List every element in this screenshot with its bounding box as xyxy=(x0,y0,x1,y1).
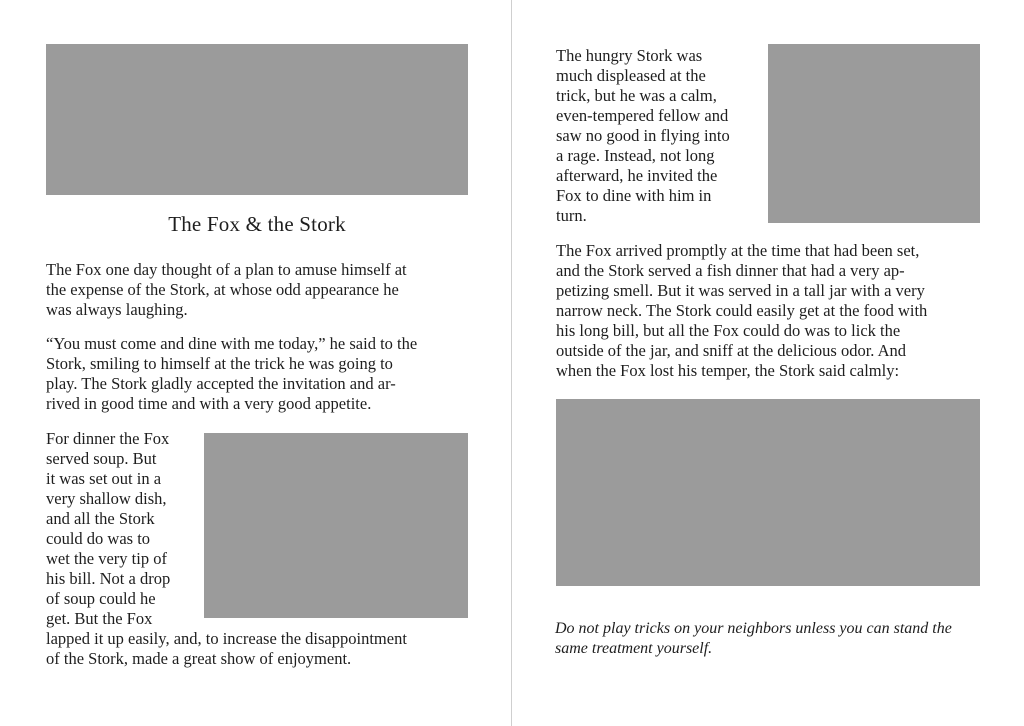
text-line: trick, but he was a calm, xyxy=(556,86,717,105)
left-paragraph-1 xyxy=(46,260,468,320)
text-line: petizing smell. But it was served in a tall jar with a very xyxy=(556,281,925,300)
text-line: wet the very tip of xyxy=(46,549,167,568)
left-paragraph-3 xyxy=(46,429,486,669)
text-line: when the Fox lost his temper, the Stork said calmly: xyxy=(556,361,900,380)
page-spine-divider xyxy=(511,0,512,726)
text-line: lapped it up easily, and, to increase the disappointment xyxy=(46,629,407,648)
text-line: Fox to dine with him in xyxy=(556,186,712,205)
text-line: served soup. But xyxy=(46,449,157,468)
text-line: it was set out in a xyxy=(46,469,162,488)
text-line: play. The Stork gladly accepted the invitation and ar- xyxy=(46,374,396,393)
story-title: The Fox & the Stork xyxy=(168,212,346,236)
illustration-placeholder-top-right xyxy=(768,44,980,223)
text-line: “You must come and dine with me today,” he said to the xyxy=(46,334,418,353)
illustration-placeholder-bottom-right xyxy=(556,399,980,586)
moral-of-the-story xyxy=(555,619,985,659)
text-line: his long bill, but all the Fox could do was to lick the xyxy=(556,321,901,340)
text-line: could do was to xyxy=(46,529,151,548)
text-line: Do not play tricks on your neighbors unless you can stand the xyxy=(555,620,952,637)
text-line: The Fox one day thought of a plan to amuse himself at xyxy=(46,260,407,279)
text-line: outside of the jar, and sniff at the delicious odor. And xyxy=(556,341,907,360)
text-line: and all the Stork xyxy=(46,509,155,528)
text-line: and the Stork served a fish dinner that had a very ap- xyxy=(556,261,905,280)
text-line: narrow neck. The Stork could easily get at the food with xyxy=(556,301,928,320)
text-line: get. But the Fox xyxy=(46,609,153,628)
text-line: very shallow dish, xyxy=(46,489,167,508)
right-paragraph-1 xyxy=(556,46,761,226)
text-line: The hungry Stork was xyxy=(556,46,703,65)
text-line: his bill. Not a drop xyxy=(46,569,171,588)
left-paragraph-2 xyxy=(46,334,468,414)
text-line: rived in good time and with a very good appetite. xyxy=(46,394,372,413)
text-line: a rage. Instead, not long xyxy=(556,146,715,165)
text-line: turn. xyxy=(556,206,587,225)
text-line: The Fox arrived promptly at the time that had been set, xyxy=(556,241,920,260)
text-line: of the Stork, made a great show of enjoyment. xyxy=(46,649,352,668)
text-line: saw no good in flying into xyxy=(556,126,730,145)
text-line: even-tempered fellow and xyxy=(556,106,729,125)
illustration-placeholder-top-left xyxy=(46,44,468,195)
text-line: Stork, smiling to himself at the trick he was going to xyxy=(46,354,393,373)
text-line: of soup could he xyxy=(46,589,156,608)
text-line: the expense of the Stork, at whose odd appearance he xyxy=(46,280,399,299)
text-line: much displeased at the xyxy=(556,66,706,85)
text-line: afterward, he invited the xyxy=(556,166,718,185)
right-paragraph-2 xyxy=(556,241,986,381)
text-line: For dinner the Fox xyxy=(46,429,170,448)
text-line: was always laughing. xyxy=(46,300,188,319)
text-line: same treatment yourself. xyxy=(555,640,713,657)
